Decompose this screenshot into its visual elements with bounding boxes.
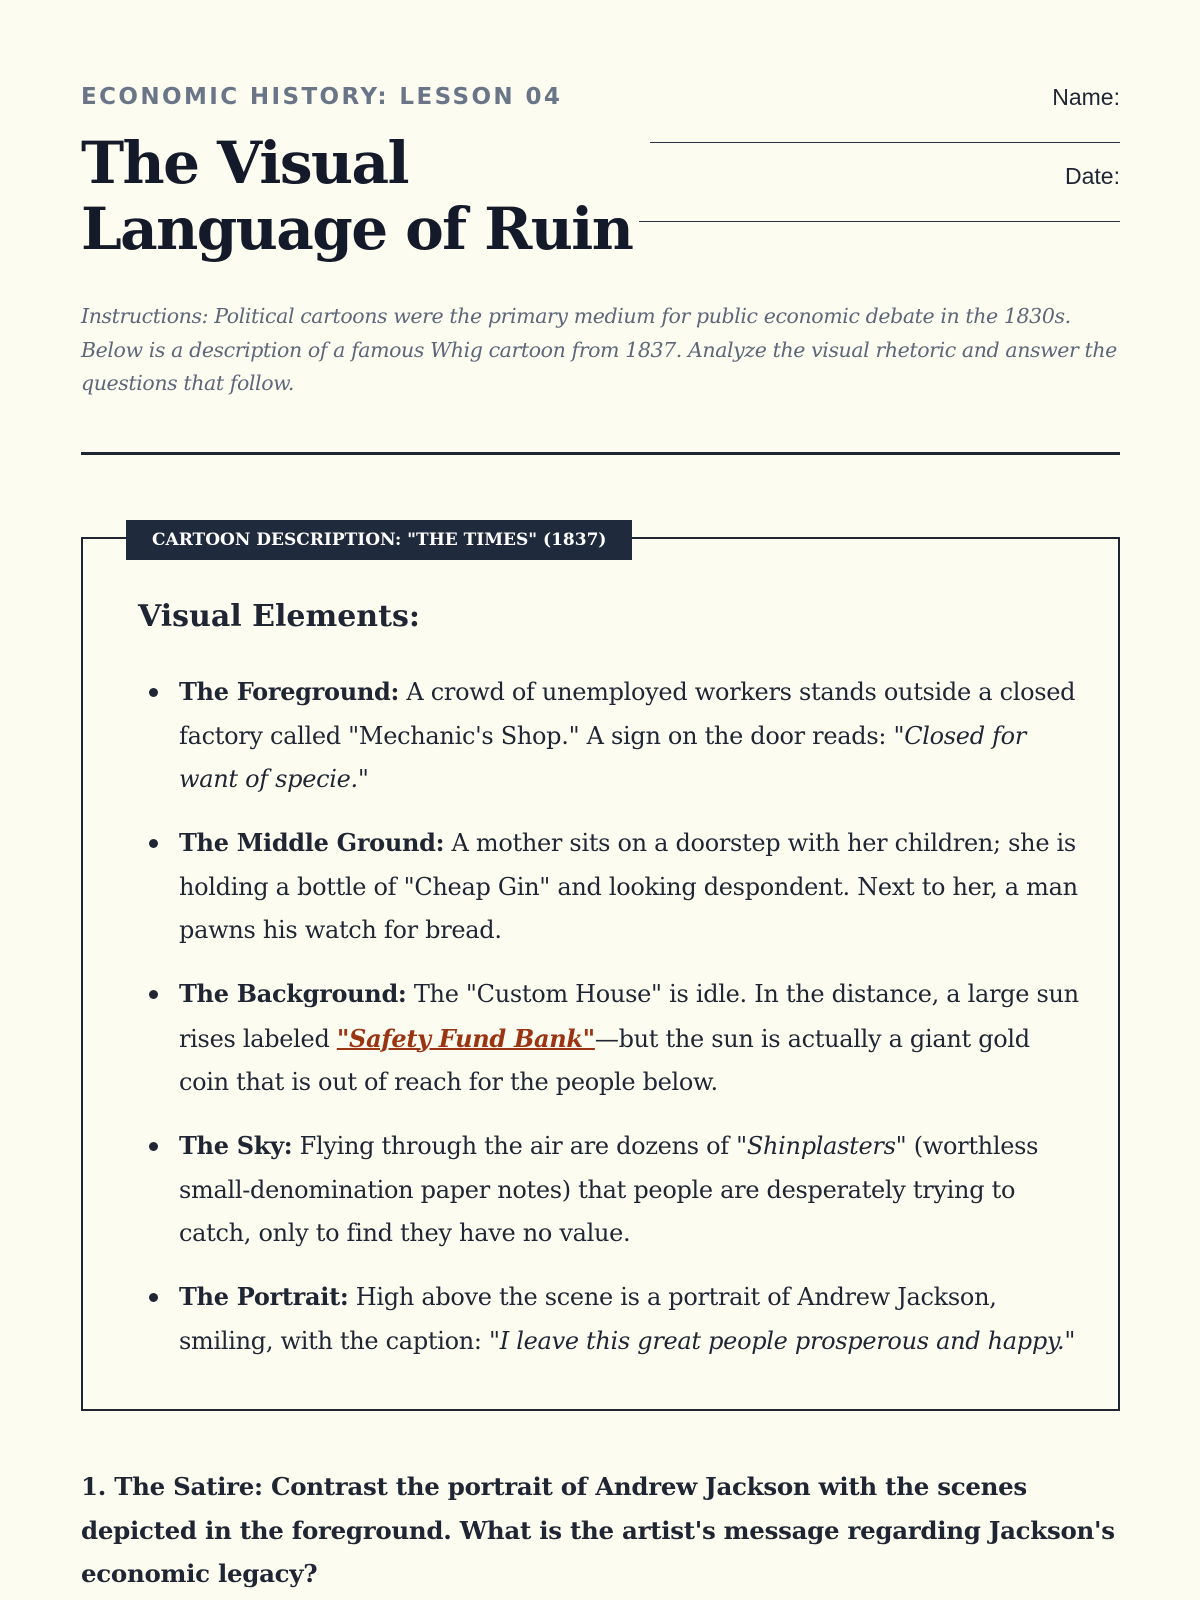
visual-elements-list [179,670,1084,1383]
worksheet-page [81,0,1120,1600]
item-text: A mother sits on a doorstep with her children; she is holding a bottle of "Cheap Gin" and looking despondent. Next to her, a man pawns his watch for bread. [179,829,1078,944]
cartoon-description-tag: CARTOON DESCRIPTION: "THE TIMES" (1837) [126,520,632,560]
worksheet-header [81,0,1120,270]
name-blank-line [650,142,1120,143]
item-text: Flying through the air are dozens of [292,1132,737,1160]
lesson-label: ECONOMIC HISTORY: LESSON 04 [81,84,563,110]
instructions: Instructions: Political cartoons were the primary medium for public economic debate in the 1830s. Below is a description of a famous Whig cartoon from 1837. Analyze the visual rhetoric and answer the questions that follow. [81,304,1117,395]
item-text-after: —but the sun is actually a giant gold coin that is out of reach for the people below. [179,1024,1030,1096]
list-item-portrait [179,1275,1084,1363]
question-1: 1. The Satire: Contrast the portrait of Andrew Jackson with the scenes depicted in the foreground. What is the artist's message regarding Jackson's economic legacy? [81,1472,1115,1588]
item-quote: "Shinplasters" [736,1132,907,1160]
list-item-foreground [179,670,1084,802]
item-text: High above the scene is a portrait of Andrew Jackson, smiling, with the caption: [179,1283,997,1355]
item-label: The Foreground: [179,677,400,706]
item-quote: "Closed for want of specie." [179,721,1026,793]
item-quote: "I leave this great people prosperous and happy." [489,1326,1076,1355]
cartoon-description-box [81,530,1120,1411]
item-label: The Sky: [179,1131,293,1160]
item-text: A crowd of unemployed workers stands outside a closed factory called "Mechanic's Shop." A sign on the door reads: [179,678,1076,750]
page-title [81,130,632,262]
item-text-after: (worthless small-denomination paper notes) that people are desperately trying to catch, only to find they have no value. [179,1132,1039,1247]
list-item-sky [179,1124,1084,1256]
item-label: The Background: [179,979,407,1008]
item-label: The Middle Ground: [179,828,445,857]
item-text: The "Custom House" is idle. In the distance, a large sun rises labeled [179,980,1079,1053]
date-label: Date: [1065,163,1120,189]
visual-elements-heading: Visual Elements: [138,599,420,634]
list-item-background [179,972,1084,1105]
list-item-middle-ground [179,821,1084,953]
item-highlight: "Safety Fund Bank" [336,1023,595,1053]
section-divider [81,452,1120,455]
name-label: Name: [1052,84,1120,110]
item-label: The Portrait: [179,1282,349,1311]
title-line-2: Language of Ruin [81,195,633,263]
date-blank-line [639,221,1120,222]
title-line-1: The Visual [81,129,408,197]
